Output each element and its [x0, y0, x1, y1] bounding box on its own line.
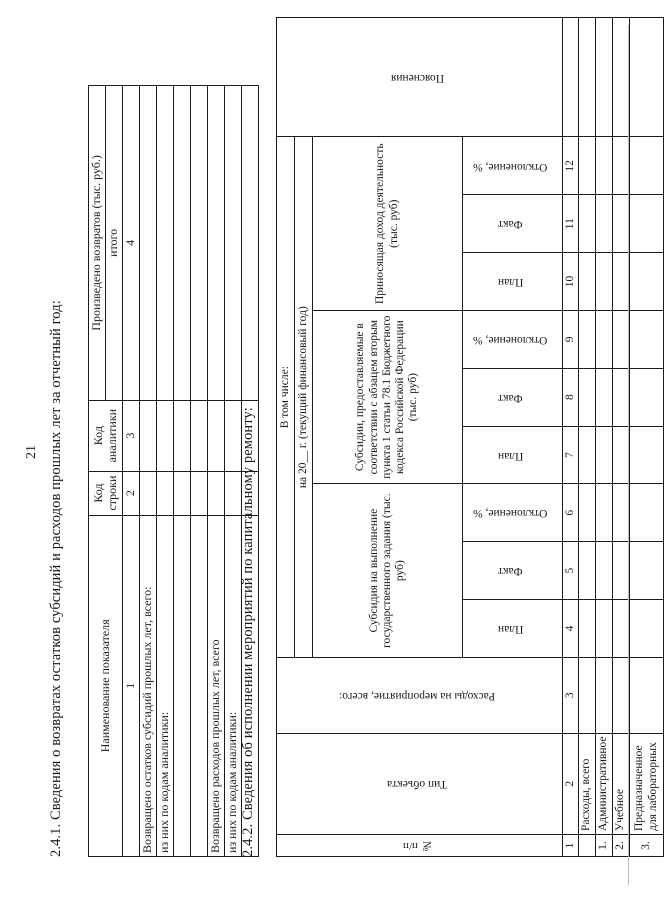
header-income-activity: Приносящая доход деятельность (тыс. руб) [313, 137, 463, 310]
table-cell [630, 137, 664, 195]
table-row-label [174, 515, 191, 856]
table-row-label: из них по кодам аналитики: [157, 515, 174, 856]
returns-table [88, 85, 259, 857]
header-subsidy-state-task: Субсидия на выполнение государственного задания (тыс. руб) [313, 484, 463, 657]
table-cell [596, 657, 613, 733]
table-cell [225, 400, 242, 471]
capital-repair-table [276, 17, 664, 857]
table-cell [225, 471, 242, 515]
table-cell [596, 542, 613, 600]
table-cell [174, 471, 191, 515]
table-cell [208, 400, 225, 471]
col-number: 6 [563, 484, 579, 542]
table-row-label: Возвращено расходов прошлых лет, всего [208, 515, 225, 856]
table-cell [225, 86, 242, 401]
row-number: 3. [630, 835, 664, 857]
table-cell [579, 310, 596, 368]
table-row-label: из них по кодам аналитики: [225, 515, 242, 856]
table-cell [613, 137, 630, 195]
table-cell [613, 368, 630, 426]
table-cell [630, 368, 664, 426]
row-number: 1. [596, 835, 613, 857]
page-number: 21 [24, 445, 39, 459]
col-number: 5 [563, 542, 579, 600]
table-cell [596, 310, 613, 368]
table-cell [157, 86, 174, 401]
table-cell [208, 86, 225, 401]
col-number: 9 [563, 310, 579, 368]
table-cell [174, 86, 191, 401]
table-cell [579, 253, 596, 311]
table-cell [579, 195, 596, 253]
table-cell [140, 471, 157, 515]
col-number: 12 [563, 137, 579, 195]
header-returned: Произведено возвратов (тыс. руб.) [89, 86, 106, 401]
table-cell [140, 400, 157, 471]
table-cell [630, 18, 664, 138]
section-1-title: 2.4.1. Сведения о возвратах остатков субсидий и расходов прошлых лет за отчетный год: [48, 300, 64, 857]
table-cell [579, 600, 596, 658]
table-cell [630, 310, 664, 368]
table-cell [208, 471, 225, 515]
table-cell [630, 542, 664, 600]
table-cell [579, 426, 596, 484]
header-total: итого [106, 86, 123, 401]
table-cell [596, 368, 613, 426]
table-cell [579, 484, 596, 542]
col-number: 3 [123, 400, 140, 471]
col-number: 2 [563, 733, 579, 834]
table-cell [613, 542, 630, 600]
header-explanation: Пояснения [277, 18, 563, 138]
col-number: 4 [563, 600, 579, 658]
table-cell [579, 137, 596, 195]
table-cell [596, 600, 613, 658]
header-expenses-total: Расходы на мероприятие, всего: [277, 657, 563, 733]
table-cell [613, 18, 630, 138]
table-cell [613, 484, 630, 542]
header-deviation: Отклонение, % [463, 484, 563, 542]
col-number: 3 [563, 657, 579, 733]
table-cell [174, 400, 191, 471]
header-subsidy-78-1: Субсидии, предоставляемые в соответствии с абзацем вторым пункта 1 статьи 78.1 Бюджетного кодекса Российской Федерации (тыс. руб) [313, 310, 463, 483]
header-fact: Факт [463, 542, 563, 600]
page-edge-line [628, 25, 629, 885]
col-number: 1 [123, 515, 140, 856]
header-object-type: Тип объекта [277, 733, 563, 834]
header-row-code: Код строки [89, 471, 123, 515]
header-analytics-code: Код аналитики [89, 400, 123, 471]
table-cell [157, 471, 174, 515]
table-cell [630, 426, 664, 484]
header-indicator-name: Наименование показателя [89, 515, 123, 856]
table-cell [613, 195, 630, 253]
col-number: 8 [563, 368, 579, 426]
col-number: 4 [123, 86, 140, 401]
row-object-type: Административное [596, 733, 613, 834]
table-cell [596, 18, 613, 138]
table-cell [630, 657, 664, 733]
table-cell [613, 426, 630, 484]
table-cell [613, 253, 630, 311]
table-cell [613, 600, 630, 658]
row-object-type: Расходы, всего [579, 733, 596, 834]
table-cell [630, 600, 664, 658]
table-cell [596, 195, 613, 253]
header-number: № п/п [277, 835, 563, 857]
row-object-type: Учебное [613, 733, 630, 834]
table-cell [613, 657, 630, 733]
table-cell [613, 310, 630, 368]
table-row-label: Возвращено остатков субсидий прошлых лет, всего: [140, 515, 157, 856]
header-fact: Факт [463, 368, 563, 426]
table-cell [630, 195, 664, 253]
table-row-label [191, 515, 208, 856]
header-plan: План [463, 253, 563, 311]
table-cell [191, 471, 208, 515]
col-number: 1 [563, 835, 579, 857]
table-cell [630, 253, 664, 311]
col-number: 2 [123, 471, 140, 515]
row-number: 2. [613, 835, 630, 857]
header-fact: Факт [463, 195, 563, 253]
table-cell [596, 484, 613, 542]
table-cell [596, 426, 613, 484]
header-deviation: Отклонение, % [463, 137, 563, 195]
table-cell [596, 253, 613, 311]
header-plan: План [463, 600, 563, 658]
table-cell [140, 86, 157, 401]
table-cell [563, 18, 579, 138]
header-plan: План [463, 426, 563, 484]
col-number: 10 [563, 253, 579, 311]
table-cell [630, 484, 664, 542]
table-cell [157, 400, 174, 471]
row-object-type: Предназначенное для лабораторных [630, 733, 664, 834]
table-cell [596, 137, 613, 195]
col-number: 7 [563, 426, 579, 484]
table-cell [579, 657, 596, 733]
table-cell [579, 368, 596, 426]
table-cell [579, 542, 596, 600]
section-2-title: 2.4.2. Сведения об исполнении мероприятий по капитальному ремонту: [240, 407, 256, 857]
header-deviation: Отклонение, % [463, 310, 563, 368]
table-cell [191, 400, 208, 471]
col-number: 11 [563, 195, 579, 253]
header-including: В том числе: [277, 137, 295, 657]
table-cell [191, 86, 208, 401]
header-financial-year: на 20__ г. (текущий финансовый год) [295, 137, 313, 657]
table-cell [579, 18, 596, 138]
row-number [579, 835, 596, 857]
table-cell [242, 86, 259, 401]
